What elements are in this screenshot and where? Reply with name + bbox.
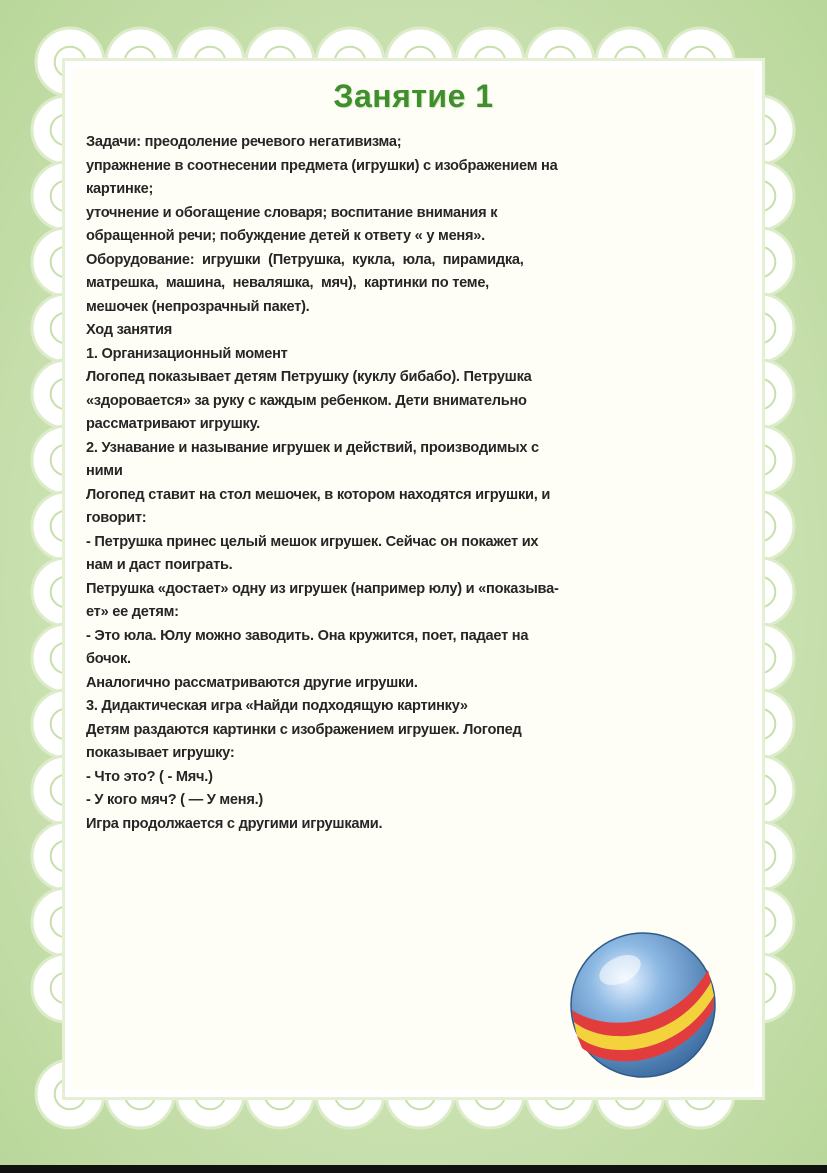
text-line: бочок. — [86, 651, 131, 667]
text-line: уточнение и обогащение словаря; воспитание внимания к — [86, 204, 498, 221]
text-line: матрешка, машина, неваляшка, мяч), картинки по теме, — [86, 275, 489, 291]
text-line: - Это юла. Юлу можно заводить. Она кружится, поет, падает на — [86, 627, 529, 644]
text-line: рассматривают игрушку. — [86, 416, 260, 432]
text-line: ет» ее детям: — [86, 604, 179, 620]
page-title: Занятие 1 — [333, 78, 494, 114]
text-line: Логопед показывает детям Петрушку (куклу бибабо). Петрушка — [86, 369, 532, 385]
content-sheet — [72, 68, 755, 1090]
text-line: говорит: — [86, 510, 147, 526]
text-line: ними — [86, 463, 123, 479]
text-line: картинке; — [86, 181, 154, 197]
text-line: «здоровается» за руку с каждым ребенком. Дети внимательно — [86, 392, 527, 409]
text-line: Аналогично рассматриваются другие игрушки. — [86, 674, 418, 691]
text-line: Ход занятия — [86, 322, 172, 338]
text-line: - У кого мяч? ( — У меня.) — [86, 792, 264, 808]
text-line: - Что это? ( - Мяч.) — [86, 768, 213, 785]
text-line: Детям раздаются картинки с изображением игрушек. Логопед — [86, 721, 522, 738]
text-line: обращенной речи; побуждение детей к ответу « у меня». — [86, 228, 485, 244]
text-line: Задачи: преодоление речевого негативизма; — [86, 134, 402, 150]
text-line: - Петрушка принес целый мешок игрушек. Сейчас он покажет их — [86, 533, 539, 550]
striped-ball-icon — [568, 930, 718, 1080]
text-line: Оборудование: игрушки (Петрушка, кукла, юла, пирамидка, — [86, 251, 524, 268]
text-line: показывает игрушку: — [86, 745, 235, 761]
text-line: упражнение в соотнесении предмета (игрушки) с изображением на — [86, 157, 558, 174]
bottom-bar — [0, 1165, 827, 1173]
text-line: Логопед ставит на стол мешочек, в котором находятся игрушки, и — [86, 486, 551, 503]
text-line: Игра продолжается с другими игрушками. — [86, 815, 383, 832]
text-line: нам и даст поиграть. — [86, 557, 233, 573]
text-line: 3. Дидактическая игра «Найди подходящую картинку» — [86, 698, 468, 714]
text-line: Петрушка «достает» одну из игрушек (например юлу) и «показыва- — [86, 580, 559, 597]
text-line: мешочек (непрозрачный пакет). — [86, 298, 310, 315]
text-line: 1. Организационный момент — [86, 345, 288, 362]
text-line: 2. Узнавание и называние игрушек и действий, производимых с — [86, 439, 539, 456]
lesson-text — [86, 131, 756, 836]
